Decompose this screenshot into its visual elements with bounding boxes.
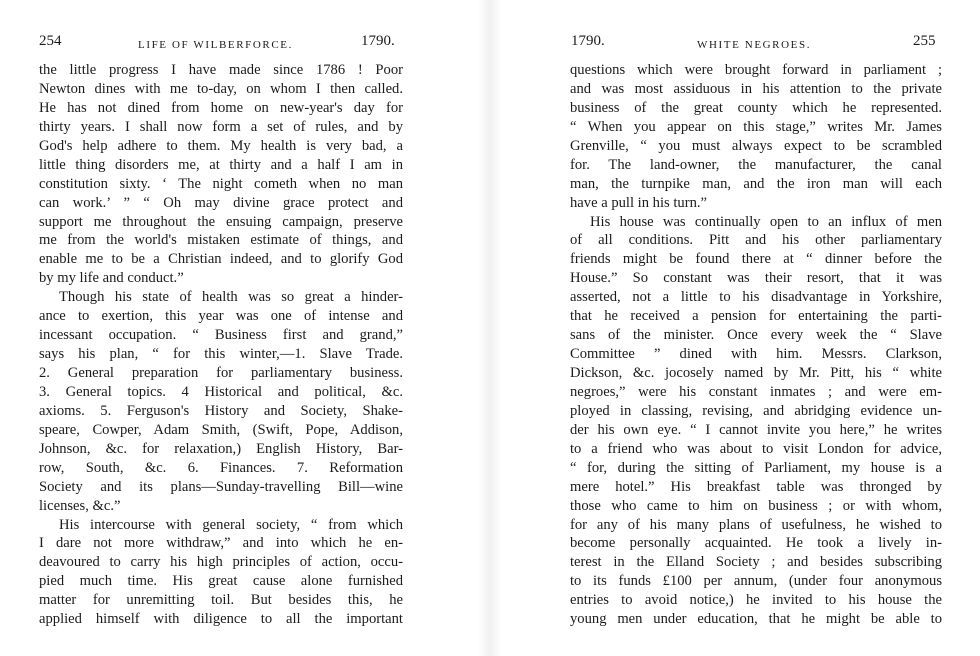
text-line: Though his state of health was so great a hinder- [59,289,403,306]
text-line: friends might be found there at “ dinner before the [570,251,942,268]
text-line: incessant occupation. “ Business first and grand,” [39,327,403,344]
text-line: for. The land-owner, the manufacturer, the canal [570,156,942,173]
text-line: deavoured to carry his high principles of action, occu- [39,554,403,571]
text-line: Dickson, &c. jocosely named by Mr. Pitt, his “ white [570,365,942,381]
text-line: young men under education, that he might be able to [570,611,942,628]
text-line: His house was continually open to an influx of men [590,213,942,230]
text-line: axioms. 5. Ferguson's History and Society, Shake- [39,402,403,419]
text-line: to its funds £100 per annum, (under four anonymous [570,573,942,590]
text-line: by my life and conduct.” [39,270,184,287]
text-line: I dare not more withdraw,” and into which he en- [39,535,403,552]
text-line: Johnson, &c. for relaxation,) English History, Bar- [39,440,403,457]
text-line: “ When you appear on this stage,” writes Mr. James [570,118,942,135]
text-line: “ for, during the sitting of Parliament, my house is a [570,459,942,476]
text-line: become personally acquainted. He took a lively in- [570,535,942,552]
page-year: 1790. [361,33,395,49]
running-title: WHITE NEGROES. [697,39,812,51]
page-year: 1790. [571,33,605,49]
text-line: der his own eye. “ I cannot invite you here,” he writes [570,421,942,438]
text-line: have a pull in his turn.” [570,194,707,211]
text-line: His intercourse with general society, “ from which [59,516,403,533]
text-line: Society and its plans—Sunday-travelling Bill—wine [39,478,403,495]
text-line: pied much time. His great cause alone furnished [39,573,403,590]
page-body-text [39,61,403,629]
text-line: to a friend who was about to visit London for advice, [570,440,942,457]
text-line: business of the great county which he represented. [570,99,942,116]
text-line: Grenville, “ you must always expect to be scrambled [570,137,942,154]
text-line: of all conditions. Pitt and his other parliamentary [570,232,942,249]
text-line: can work.’ ” “ Oh may divine grace protect and [39,194,403,211]
text-line: mere hotel.” His breakfast table was thronged by [570,478,942,495]
text-line: 2. General preparation for parliamentary business. [39,365,403,381]
text-line: questions which were brought forward in parliament ; [570,62,942,78]
text-line: sans of the minister. Once every week the “ Slave [570,327,942,344]
text-line: says his plan, “ for this winter,—1. Slave Trade. [39,346,403,363]
text-line: enable me to be a Christian indeed, and to glorify God [39,251,403,268]
text-line: and was most assiduous in his attention to the private [570,80,942,97]
text-line: God's help adhere to them. My health is very bad, a [39,137,403,154]
text-line: the little progress I have made since 1786 ! Poor [39,62,403,78]
text-line: terest in the Elland Society ; and besides subscribing [570,554,942,571]
text-line: that he received a pension for entertaining the parti- [570,308,942,325]
text-line: House.” So constant was their resort, that it was [570,270,942,287]
page-body-text [570,61,942,629]
text-line: He has not dined from home on new-year's day for [39,99,403,116]
running-title: LIFE OF WILBERFORCE. [138,39,293,51]
page-number: 254 [39,33,62,49]
text-line: ployed in classing, revising, and abridging evidence un- [570,402,942,419]
text-line: Newton dines with me to-day, on whom I then called. [39,80,403,97]
text-line: entries to avoid notice,) he invited to his house the [570,592,942,609]
right-page [490,0,980,656]
text-line: ance to exertion, this year was one of intense and [39,308,403,325]
text-line: thirty years. I shall now form a set of rules, and by [39,118,403,135]
text-line: for any of his many plans of usefulness, he wished to [570,516,942,533]
text-line: applied himself with diligence to all the important [39,611,403,628]
text-line: Committee ” dined with him. Messrs. Clarkson, [570,346,942,363]
text-line: 3. General topics. 4 Historical and political, &c. [39,383,403,400]
text-line: constitution sixty. ‘ The night cometh when no man [39,175,403,192]
text-line: row, South, &c. 6. Finances. 7. Reformation [39,459,403,476]
text-line: those who came to him on business ; or with whom, [570,497,942,514]
text-line: negroes,” were his constant inmates ; and were em- [570,383,942,400]
text-line: licenses, &c.” [39,497,121,514]
page-number: 255 [913,33,936,49]
text-line: support me throughout the ensuing campaign, preserve [39,213,403,230]
text-line: little thing disorders me, at thirty and a half I am in [39,156,403,173]
text-line: speare, Cowper, Adam Smith, (Swift, Pope, Addison, [39,421,403,438]
text-line: me from the world's mistaken estimate of things, and [39,232,403,249]
text-line: asserted, not a little to his disadvantage in Yorkshire, [570,289,942,306]
text-line: matter for unremitting toil. But besides this, he [39,592,403,609]
text-line: man, the turnpike man, and the iron man will each [570,175,942,192]
